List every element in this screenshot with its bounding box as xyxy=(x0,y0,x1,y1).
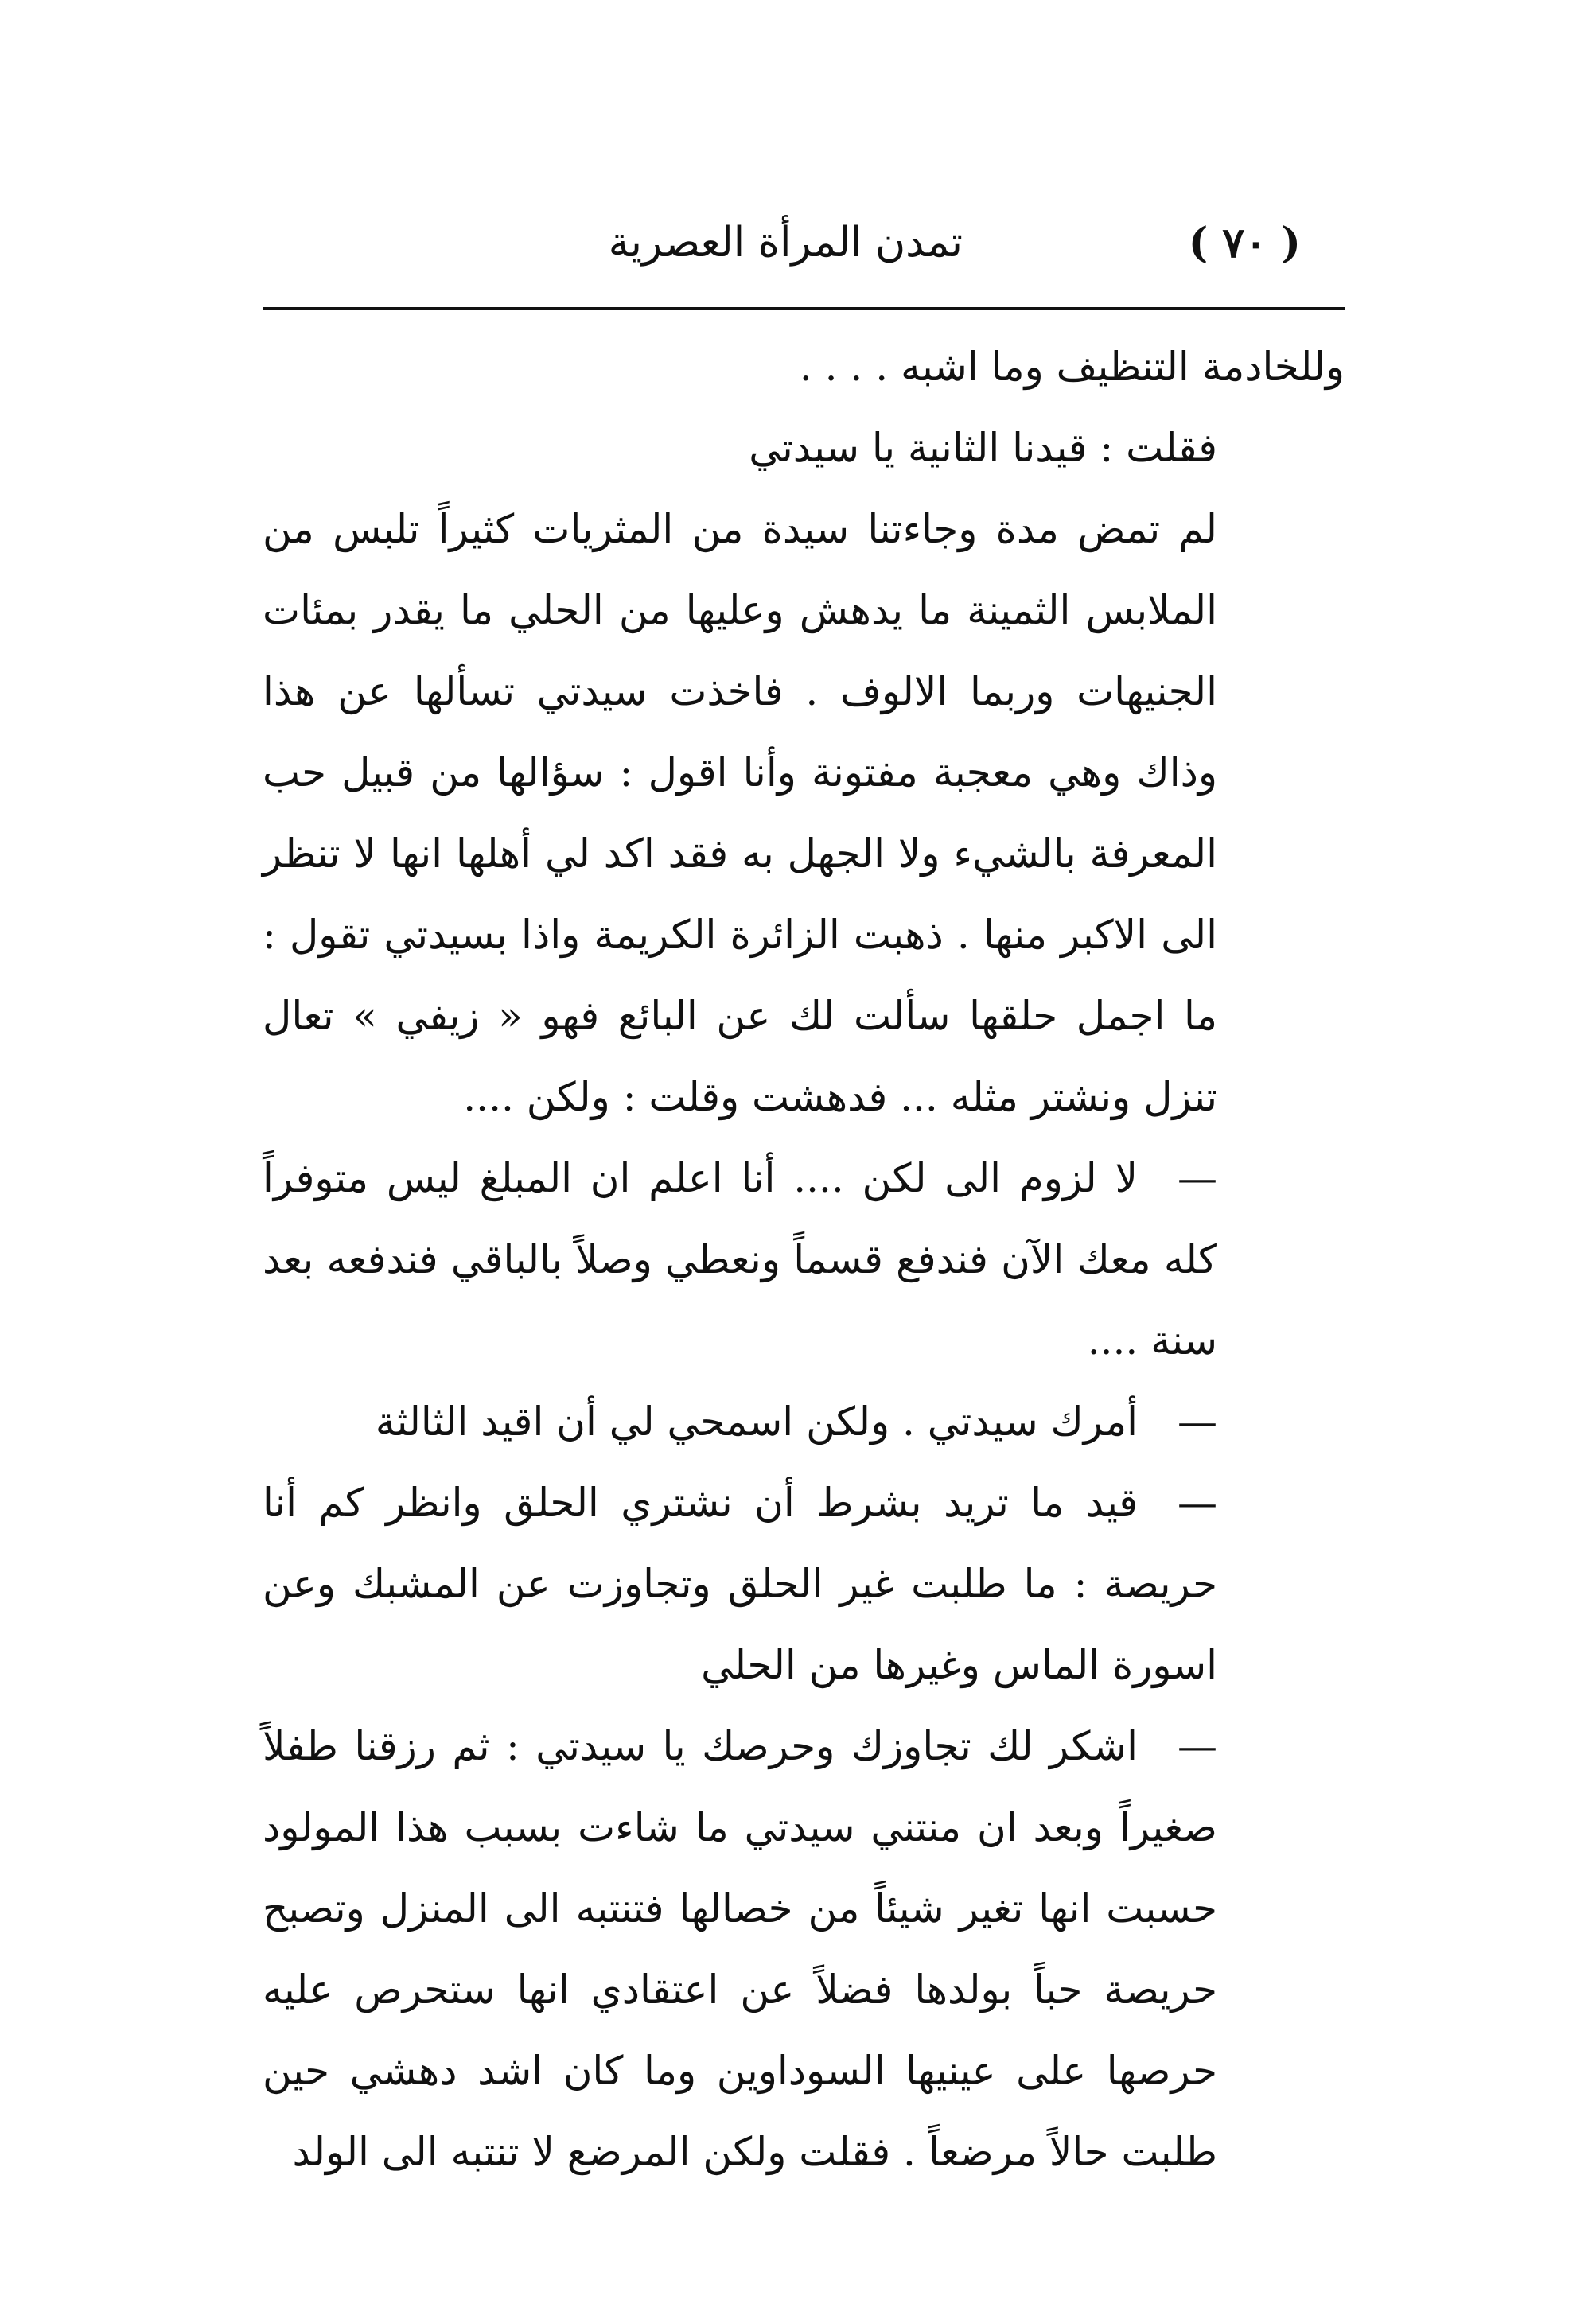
paragraph-text: وللخادمة التنظيف وما اشبه . . . . xyxy=(799,344,1345,390)
paragraph-text: أمرك سيدتي . ولكن اسمحي لي أن اقيد الثالثة xyxy=(375,1399,1138,1445)
dialogue-paragraph xyxy=(263,1138,1345,1381)
paragraph-text: قيد ما تريد بشرط أن نشتري الحلق وانظر كم أنا حريصة : ما طلبت غير الحلق وتجاوزت عن المشبك وعن اسورة الماس وغيرها من الحلي xyxy=(263,1480,1217,1688)
paragraph xyxy=(263,326,1345,407)
paragraph-text: لا لزوم الى لكن .... أنا اعلم ان المبلغ ليس متوفراً كله معك الآن فندفع قسماً ونعطي وصلاً بالباقي فندفعه بعد سنة .... xyxy=(263,1155,1217,1364)
page-header xyxy=(263,211,1345,294)
dialogue-dash: — xyxy=(1178,1723,1217,1769)
dialogue-paragraph xyxy=(263,1462,1345,1706)
paragraph-text: لم تمض مدة وجاءتنا سيدة من المثريات كثيراً تلبس من الملابس الثمينة ما يدهش وعليها من الحلي ما يقدر بمئات الجنيهات وربما الالوف . فاخذت سيدتي تسألها عن هذا وذاك وهي معجبة مفتونة وأنا اقول : سؤالها من قبيل حب المعرفة بالشيء ولا الجهل به فقد اكد لي أهلها انها لا تنظر الى الاكبر منها . ذهبت الزائرة الكريمة واذا بسيدتي تقول : ما اجمل حلقها سألت لك عن البائع فهو « زيفي » تعال تنزل ونشتر مثله ... فدهشت وقلت : ولكن .... xyxy=(263,506,1217,1120)
header-rule xyxy=(263,307,1345,310)
dialogue-dash: — xyxy=(1178,1399,1217,1445)
paragraph-text: اشكر لك تجاوزك وحرصك يا سيدتي : ثم رزقنا طفلاً صغيراً وبعد ان منتني سيدتي ما شاءت بسبب هذا المولود حسبت انها تغير شيئاً من خصالها فتنتبه الى المنزل وتصبح حريصة حباً بولدها فضلاً عن اعتقادي انها ستحرص عليه حرصها على عينيها السوداوين وما كان اشد دهشي حين طلبت حالاً مرضعاً . فقلت ولكن المرضع لا تنتبه الى الولد xyxy=(263,1723,1217,2175)
dialogue-paragraph xyxy=(263,1381,1345,1462)
dialogue-dash: — xyxy=(1178,1480,1217,1526)
paragraph-text: فقلت : قيدنا الثانية يا سيدتي xyxy=(749,425,1217,471)
running-title: تمدن المرأة العصرية xyxy=(608,219,963,267)
dialogue-dash: — xyxy=(1178,1155,1217,1201)
paragraph xyxy=(263,407,1345,488)
page-number: ( ٧٠ ) xyxy=(1188,219,1301,267)
paragraph xyxy=(263,488,1345,1138)
body-text xyxy=(263,326,1345,2192)
dialogue-paragraph xyxy=(263,1706,1345,2192)
